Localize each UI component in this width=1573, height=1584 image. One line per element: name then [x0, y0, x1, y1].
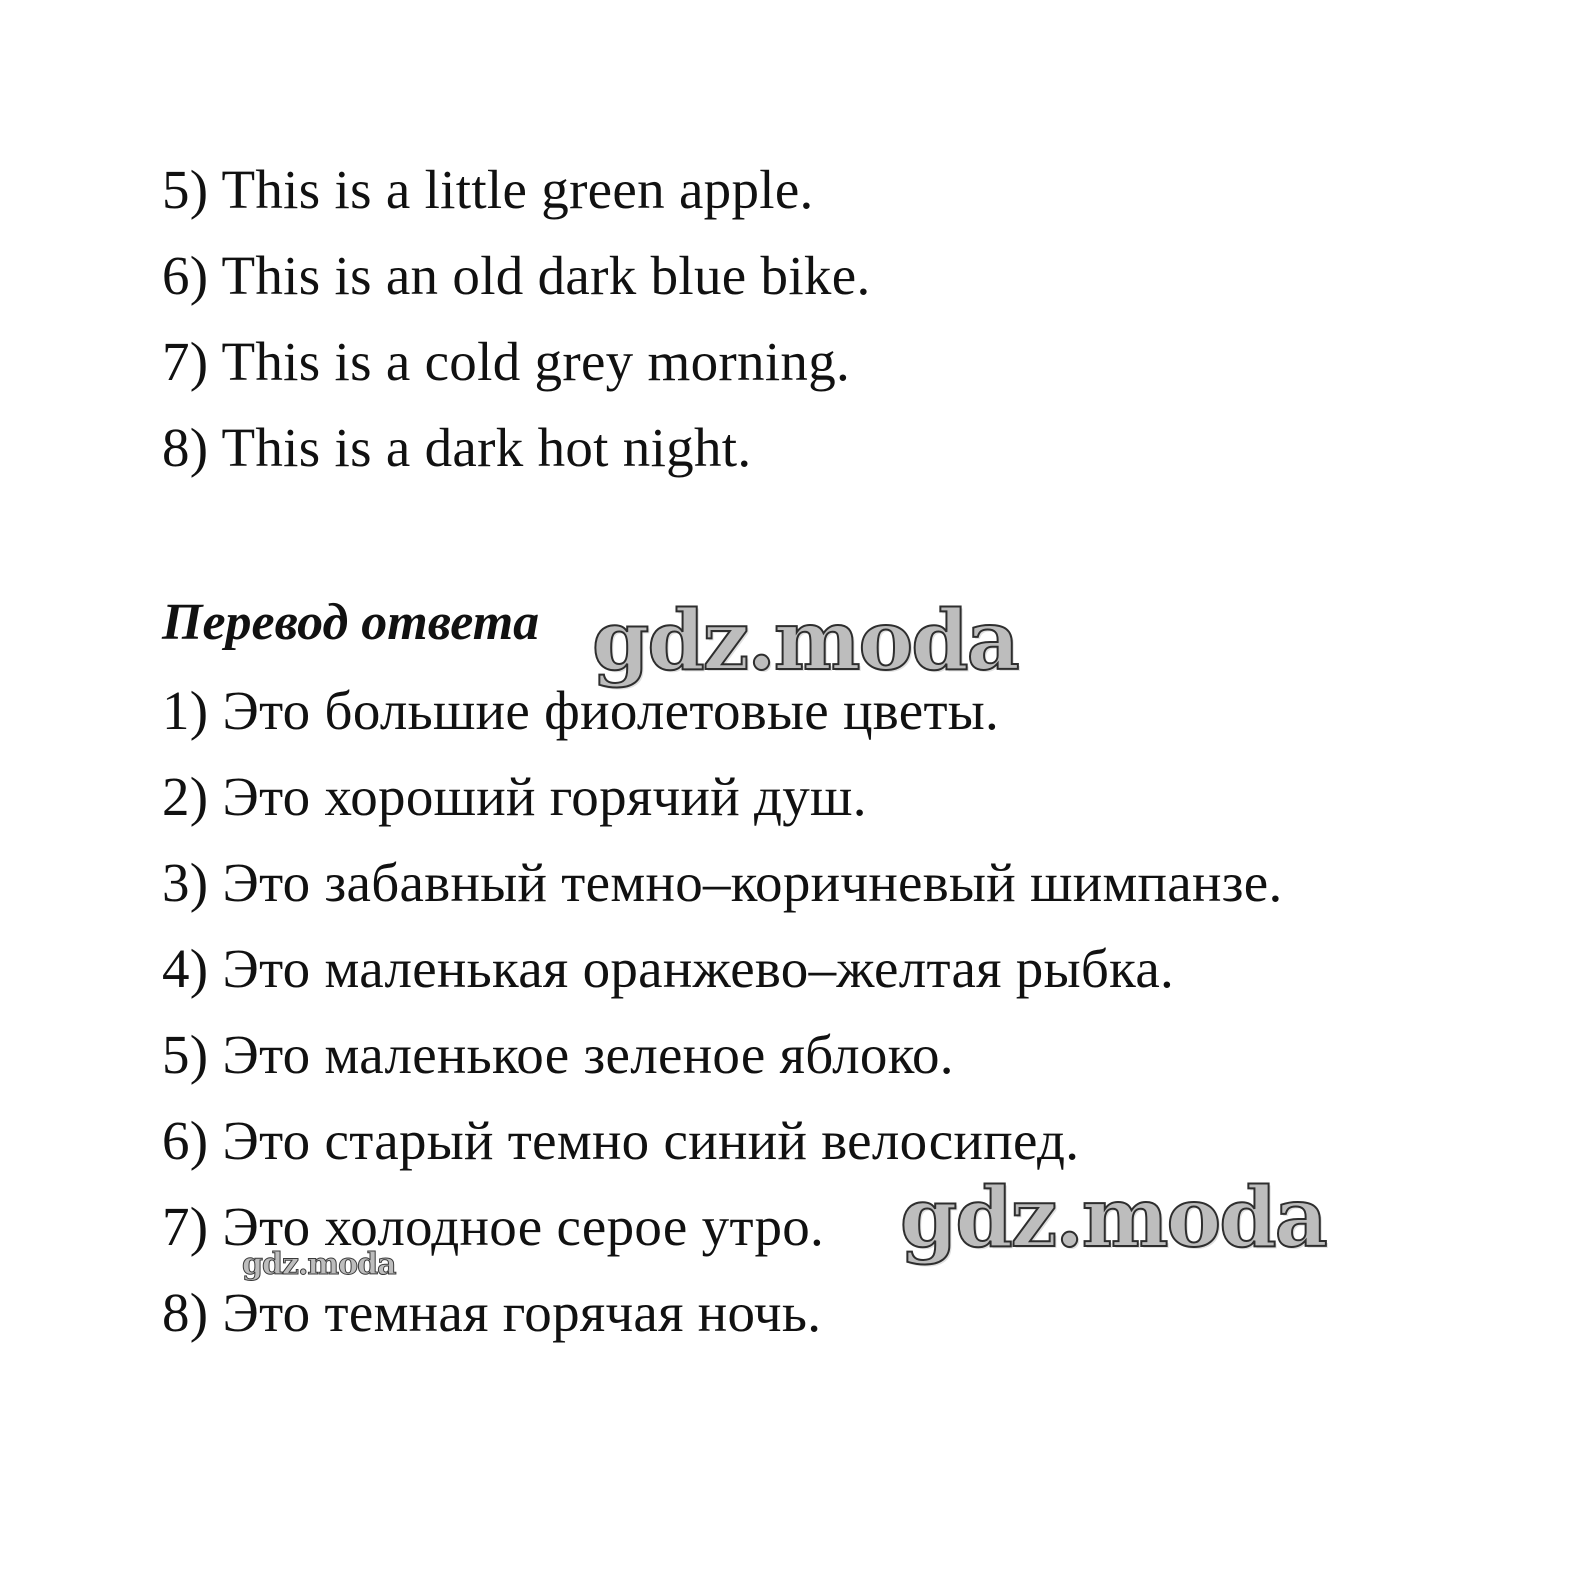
- translation-line-4: 4) Это маленькая оранжево–желтая рыбка.: [162, 938, 1175, 999]
- translation-heading: Перевод ответа: [162, 594, 540, 651]
- watermark-logo: gdz.moda: [900, 1170, 1326, 1266]
- translation-line-7: 7) Это холодное серое утро.: [162, 1196, 825, 1257]
- english-line-7: 7) This is a cold grey morning.: [162, 331, 851, 392]
- watermark-logo: gdz.moda: [592, 593, 1018, 689]
- translation-line-8: 8) Это темная горячая ночь.: [162, 1282, 822, 1343]
- translation-line-6: 6) Это старый темно синий велосипед.: [162, 1110, 1080, 1171]
- translation-line-1: 1) Это большие фиолетовые цветы.: [162, 680, 1000, 741]
- translation-line-3: 3) Это забавный темно–коричневый шимпанзе.: [162, 852, 1283, 913]
- english-line-5: 5) This is a little green apple.: [162, 159, 814, 220]
- translation-line-5: 5) Это маленькое зеленое яблоко.: [162, 1024, 954, 1085]
- watermark-logo: gdz.moda: [242, 1247, 396, 1282]
- translation-line-2: 2) Это хороший горячий душ.: [162, 766, 867, 827]
- english-line-8: 8) This is a dark hot night.: [162, 417, 752, 478]
- english-line-6: 6) This is an old dark blue bike.: [162, 245, 871, 306]
